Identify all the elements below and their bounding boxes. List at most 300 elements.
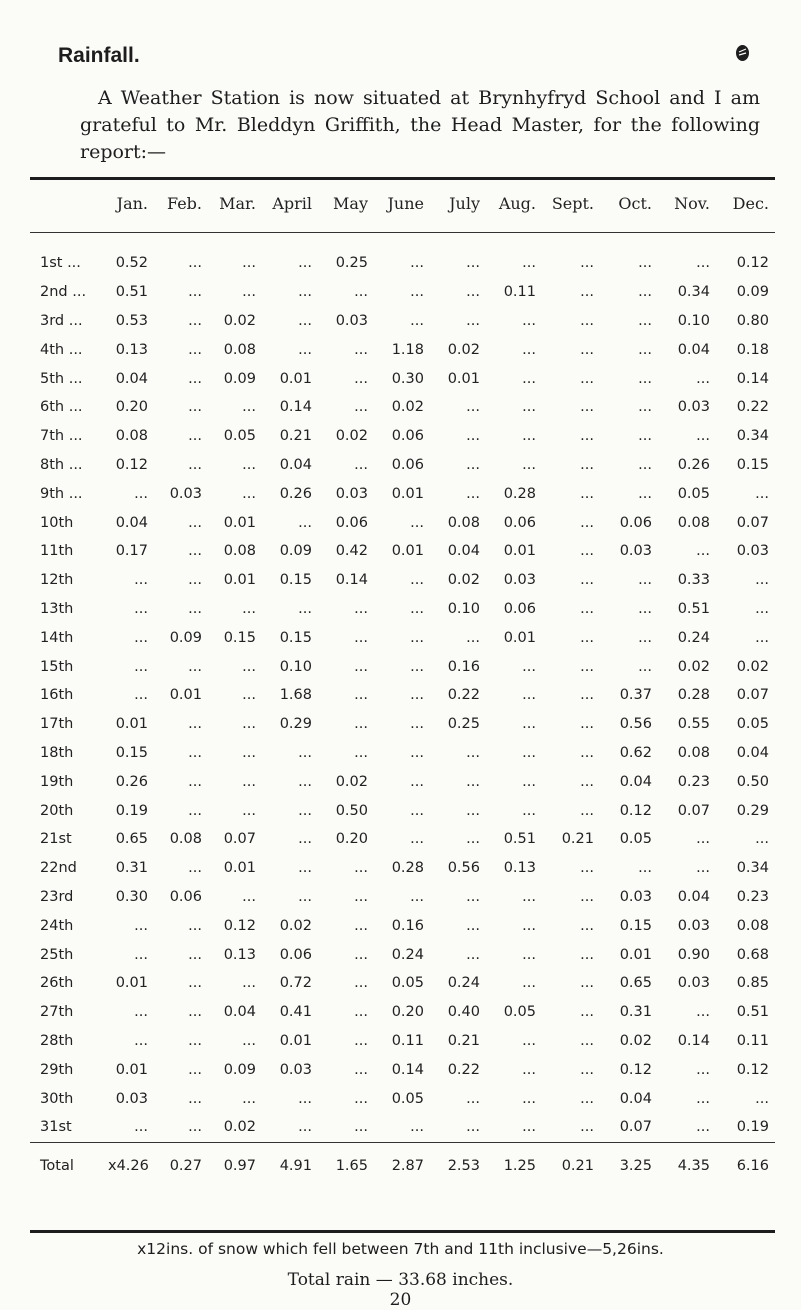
rainfall-value: ... [242, 716, 256, 733]
rainfall-value: ... [522, 802, 536, 819]
rainfall-value: ... [188, 370, 202, 387]
rainfall-value: 0.30 [391, 370, 424, 387]
rainfall-value: ... [466, 485, 480, 502]
rainfall-value: 0.14 [736, 370, 769, 387]
rainfall-value: ... [188, 744, 202, 761]
rainfall-value: ... [522, 744, 536, 761]
rainfall-value: 0.01 [279, 1032, 312, 1049]
rainfall-value: ... [638, 341, 652, 358]
rainfall-value: ... [638, 629, 652, 646]
day-label: 13th [40, 600, 74, 617]
rainfall-value: ... [638, 456, 652, 473]
rainfall-value: 0.28 [391, 860, 424, 877]
rainfall-value: ... [466, 255, 480, 272]
rainfall-value: ... [580, 1061, 594, 1078]
rainfall-value: ... [580, 687, 594, 704]
rainfall-value: 0.01 [169, 687, 202, 704]
rainfall-value: ... [188, 1119, 202, 1136]
rainfall-value: 0.80 [736, 312, 769, 329]
rainfall-value: ... [354, 860, 368, 877]
rainfall-value: 0.01 [115, 716, 148, 733]
rainfall-value: 0.01 [223, 572, 256, 589]
rainfall-value: 0.29 [736, 802, 769, 819]
rainfall-value: ... [466, 399, 480, 416]
rainfall-value: ... [696, 1004, 710, 1021]
rainfall-value: ... [242, 658, 256, 675]
rainfall-value: ... [298, 773, 312, 790]
rainfall-value: ... [580, 255, 594, 272]
rainfall-value: ... [242, 773, 256, 790]
month-header: Mar. [208, 194, 262, 233]
rainfall-value: ... [466, 456, 480, 473]
rainfall-value: 0.19 [736, 1119, 769, 1136]
rainfall-value: 0.01 [447, 370, 480, 387]
rainfall-value: 0.04 [619, 1090, 652, 1107]
rainfall-value: ... [188, 572, 202, 589]
rainfall-value: ... [696, 860, 710, 877]
rainfall-value: 0.04 [115, 514, 148, 531]
rainfall-value: 0.15 [736, 456, 769, 473]
rainfall-value: 0.26 [115, 773, 148, 790]
rainfall-value: ... [298, 802, 312, 819]
total-value: 3.25 [600, 1142, 658, 1183]
rainfall-value: ... [638, 600, 652, 617]
total-value: 0.21 [542, 1142, 600, 1183]
rainfall-value: ... [580, 946, 594, 963]
rainfall-value: ... [188, 773, 202, 790]
rainfall-value: ... [134, 946, 148, 963]
table-row [30, 767, 775, 796]
day-label: 16th [40, 687, 74, 704]
rainfall-value: ... [354, 1032, 368, 1049]
rainfall-value: 0.04 [223, 1004, 256, 1021]
rainfall-value: ... [696, 831, 710, 848]
rainfall-value: 0.03 [335, 312, 368, 329]
rainfall-value: 0.23 [736, 888, 769, 905]
table-row [30, 854, 775, 883]
rainfall-value: ... [242, 284, 256, 301]
rainfall-value: ... [188, 1004, 202, 1021]
rainfall-value: 0.12 [736, 255, 769, 272]
rainfall-value: 0.56 [619, 716, 652, 733]
rainfall-value: 0.07 [677, 802, 710, 819]
rainfall-value: ... [580, 744, 594, 761]
month-header: Aug. [486, 194, 542, 233]
rainfall-value: 0.10 [279, 658, 312, 675]
rainfall-value: 0.34 [677, 284, 710, 301]
rainfall-value: ... [298, 744, 312, 761]
rainfall-value: ... [410, 658, 424, 675]
rainfall-value: 0.05 [391, 1090, 424, 1107]
rainfall-value: ... [522, 255, 536, 272]
page-heading: Rainfall. [58, 44, 140, 67]
rainfall-value: ... [522, 456, 536, 473]
rainfall-value: 0.26 [677, 456, 710, 473]
rainfall-value: ... [188, 514, 202, 531]
rainfall-value: 0.05 [677, 485, 710, 502]
rainfall-value: 0.03 [619, 543, 652, 560]
rainfall-value: ... [188, 716, 202, 733]
rainfall-value: 0.02 [677, 658, 710, 675]
day-label: 25th [40, 946, 74, 963]
total-row [30, 1142, 775, 1183]
daily-rows [30, 233, 775, 1183]
rainfall-value: 0.08 [223, 543, 256, 560]
rainfall-value: ... [298, 1119, 312, 1136]
rainfall-value: ... [354, 1090, 368, 1107]
day-label: 20th [40, 802, 74, 819]
rainfall-value: ... [638, 658, 652, 675]
rainfall-value: ... [410, 773, 424, 790]
rainfall-value: ... [188, 312, 202, 329]
rainfall-value: 0.40 [447, 1004, 480, 1021]
rainfall-value: ... [134, 600, 148, 617]
rainfall-value: ... [188, 543, 202, 560]
rainfall-value: 0.14 [391, 1061, 424, 1078]
rainfall-value: 0.06 [279, 946, 312, 963]
rainfall-value: 0.08 [447, 514, 480, 531]
rainfall-value: 0.21 [279, 428, 312, 445]
rainfall-value: 0.09 [223, 1061, 256, 1078]
rainfall-value: ... [410, 716, 424, 733]
rainfall-value: ... [134, 687, 148, 704]
day-label: 7th ... [40, 428, 83, 445]
rainfall-value: ... [638, 284, 652, 301]
rainfall-value: ... [580, 543, 594, 560]
rainfall-value: 0.09 [223, 370, 256, 387]
rainfall-value: ... [580, 456, 594, 473]
rainfall-value: ... [410, 514, 424, 531]
rainfall-value: ... [522, 658, 536, 675]
month-header: June [374, 194, 430, 233]
rainfall-value: ... [580, 802, 594, 819]
rainfall-value: ... [696, 370, 710, 387]
rainfall-value: 0.11 [391, 1032, 424, 1049]
rainfall-value: 0.37 [619, 687, 652, 704]
rainfall-value: ... [188, 658, 202, 675]
rainfall-value: 0.72 [279, 975, 312, 992]
rainfall-value: ... [188, 860, 202, 877]
rainfall-value: 0.10 [447, 600, 480, 617]
table-row [30, 364, 775, 393]
rainfall-value: ... [242, 399, 256, 416]
day-label: 22nd [40, 860, 77, 877]
rainfall-value: ... [522, 888, 536, 905]
rainfall-value: 0.05 [391, 975, 424, 992]
rainfall-value: ... [242, 888, 256, 905]
rainfall-value: ... [522, 1090, 536, 1107]
rainfall-value: ... [298, 284, 312, 301]
rainfall-value: 0.53 [115, 312, 148, 329]
rainfall-value: 0.05 [736, 716, 769, 733]
table-row [30, 969, 775, 998]
table-row [30, 825, 775, 854]
day-label: 27th [40, 1004, 74, 1021]
rainfall-value: ... [354, 975, 368, 992]
rainfall-value: ... [242, 802, 256, 819]
day-label: 28th [40, 1032, 74, 1049]
table-top-rule [30, 177, 775, 180]
rainfall-value: 0.06 [391, 428, 424, 445]
rainfall-value: ... [188, 1090, 202, 1107]
day-label: 18th [40, 744, 74, 761]
rainfall-value: ... [638, 255, 652, 272]
rainfall-value: ... [522, 370, 536, 387]
month-header: Jan. [108, 194, 154, 233]
day-label: 9th ... [40, 485, 83, 502]
rainfall-value: 0.03 [279, 1061, 312, 1078]
rainfall-value: ... [298, 1090, 312, 1107]
rainfall-value: ... [134, 658, 148, 675]
rainfall-value: 0.04 [115, 370, 148, 387]
month-header: May [318, 194, 374, 233]
rainfall-value: 0.09 [169, 629, 202, 646]
rainfall-value: 0.51 [503, 831, 536, 848]
month-header: April [262, 194, 318, 233]
day-label: 24th [40, 917, 74, 934]
month-header: July [430, 194, 486, 233]
day-label: 31st [40, 1119, 72, 1136]
rainfall-value: 0.50 [335, 802, 368, 819]
total-value: 6.16 [716, 1142, 775, 1183]
rainfall-value: 0.01 [279, 370, 312, 387]
rainfall-value: ... [580, 399, 594, 416]
month-header: Nov. [658, 194, 716, 233]
rainfall-value: ... [298, 860, 312, 877]
table-row [30, 335, 775, 364]
rainfall-value: ... [466, 1119, 480, 1136]
rainfall-value: 0.02 [335, 773, 368, 790]
rainfall-value: ... [580, 716, 594, 733]
rainfall-value: ... [522, 1061, 536, 1078]
rainfall-value: 0.08 [223, 341, 256, 358]
table-row [30, 233, 775, 278]
rainfall-value: 0.24 [447, 975, 480, 992]
rainfall-value: 0.03 [677, 917, 710, 934]
rainfall-value: ... [466, 802, 480, 819]
total-value: x4.26 [108, 1142, 154, 1183]
day-label: 5th ... [40, 370, 83, 387]
rainfall-value: ... [580, 312, 594, 329]
rainfall-value: ... [580, 370, 594, 387]
rainfall-value: 0.31 [115, 860, 148, 877]
rainfall-value: 0.01 [503, 629, 536, 646]
rainfall-value: 0.02 [447, 572, 480, 589]
rainfall-value: ... [354, 744, 368, 761]
rainfall-value: ... [522, 1032, 536, 1049]
snow-note: x12ins. of snow which fell between 7th and 11th inclusive—5,26ins. [137, 1240, 664, 1258]
month-header: Feb. [154, 194, 208, 233]
rainfall-value: 0.62 [619, 744, 652, 761]
rainfall-value: 0.11 [503, 284, 536, 301]
table-row [30, 307, 775, 336]
day-label: 6th ... [40, 399, 83, 416]
table-row [30, 681, 775, 710]
total-value: 4.91 [262, 1142, 318, 1183]
rainfall-value: 0.02 [279, 917, 312, 934]
month-header: Dec. [716, 194, 775, 233]
rainfall-value: ... [298, 888, 312, 905]
rainfall-value: ... [755, 485, 769, 502]
rainfall-value: 0.34 [736, 860, 769, 877]
day-label: 2nd ... [40, 284, 87, 301]
table-row [30, 479, 775, 508]
rainfall-value: 0.65 [619, 975, 652, 992]
rainfall-value: ... [466, 1090, 480, 1107]
rainfall-value: 0.21 [447, 1032, 480, 1049]
month-header-row [30, 194, 775, 233]
rainfall-value: 0.15 [279, 572, 312, 589]
rainfall-value: 0.22 [447, 1061, 480, 1078]
total-rain-line: Total rain — 33.68 inches. [287, 1270, 514, 1290]
rainfall-value: 0.65 [115, 831, 148, 848]
day-label: 21st [40, 831, 72, 848]
table-bottom-rule [30, 1230, 775, 1233]
rainfall-value: ... [696, 1061, 710, 1078]
rainfall-value: ... [580, 1119, 594, 1136]
rainfall-value: ... [696, 255, 710, 272]
rainfall-value: 0.33 [677, 572, 710, 589]
rainfall-value: ... [522, 399, 536, 416]
rainfall-value: 0.02 [223, 1119, 256, 1136]
table-row [30, 451, 775, 480]
rainfall-value: 0.07 [736, 687, 769, 704]
rainfall-value: ... [298, 255, 312, 272]
rainfall-value: ... [188, 456, 202, 473]
rainfall-value: 0.16 [391, 917, 424, 934]
rainfall-value: ... [188, 255, 202, 272]
rainfall-value: 0.08 [677, 744, 710, 761]
rainfall-value: ... [134, 1004, 148, 1021]
rainfall-value: ... [188, 802, 202, 819]
month-header: Sept. [542, 194, 600, 233]
rainfall-value: 0.04 [677, 888, 710, 905]
day-label: 1st ... [40, 255, 81, 272]
day-label: 30th [40, 1090, 74, 1107]
rainfall-value: ... [522, 946, 536, 963]
rainfall-value: ... [134, 917, 148, 934]
rainfall-value: 0.10 [677, 312, 710, 329]
rainfall-value: 0.20 [115, 399, 148, 416]
rainfall-value: 0.02 [736, 658, 769, 675]
rainfall-value: 0.26 [279, 485, 312, 502]
rainfall-value: 0.03 [677, 399, 710, 416]
rainfall-value: 0.22 [447, 687, 480, 704]
rainfall-value: 0.15 [619, 917, 652, 934]
table-row [30, 537, 775, 566]
rainfall-value: ... [298, 341, 312, 358]
rainfall-value: 0.13 [115, 341, 148, 358]
rainfall-value: 0.34 [736, 428, 769, 445]
rainfall-value: ... [466, 744, 480, 761]
rainfall-value: 0.06 [503, 600, 536, 617]
rainfall-value: ... [410, 888, 424, 905]
table-row [30, 278, 775, 307]
rainfall-value: ... [354, 456, 368, 473]
rainfall-value: ... [580, 629, 594, 646]
rainfall-value: 0.51 [115, 284, 148, 301]
table-row [30, 940, 775, 969]
day-label: 10th [40, 514, 74, 531]
rainfall-value: 0.22 [736, 399, 769, 416]
rainfall-value: 0.04 [279, 456, 312, 473]
rainfall-value: ... [580, 485, 594, 502]
day-label: 3rd ... [40, 312, 83, 329]
rainfall-value: 0.07 [736, 514, 769, 531]
rainfall-value: ... [410, 312, 424, 329]
total-value: 0.97 [208, 1142, 262, 1183]
rainfall-value: 0.24 [391, 946, 424, 963]
rainfall-value: 0.51 [677, 600, 710, 617]
ink-blot-mark [735, 43, 750, 62]
rainfall-value: 0.20 [391, 1004, 424, 1021]
rainfall-value: ... [638, 399, 652, 416]
rainfall-value: ... [354, 1119, 368, 1136]
rainfall-value: ... [580, 600, 594, 617]
rainfall-value: 0.31 [619, 1004, 652, 1021]
rainfall-value: 0.41 [279, 1004, 312, 1021]
rainfall-value: ... [354, 600, 368, 617]
rainfall-value: ... [298, 514, 312, 531]
rainfall-value: ... [466, 284, 480, 301]
rainfall-value: 1.68 [279, 687, 312, 704]
total-value: 4.35 [658, 1142, 716, 1183]
table-row [30, 508, 775, 537]
rainfall-value: ... [410, 744, 424, 761]
rainfall-value: ... [638, 860, 652, 877]
rainfall-value: ... [466, 773, 480, 790]
rainfall-value: 0.90 [677, 946, 710, 963]
rainfall-value: ... [580, 514, 594, 531]
day-label: 29th [40, 1061, 74, 1078]
day-label: 15th [40, 658, 74, 675]
rainfall-value: ... [580, 1004, 594, 1021]
rainfall-value: 0.09 [736, 284, 769, 301]
rainfall-value: 0.52 [115, 255, 148, 272]
table-row [30, 652, 775, 681]
rainfall-value: ... [410, 831, 424, 848]
rainfall-value: 0.02 [223, 312, 256, 329]
rainfall-value: 0.01 [619, 946, 652, 963]
rainfall-value: ... [522, 312, 536, 329]
rainfall-value: ... [696, 543, 710, 560]
rainfall-value: ... [638, 370, 652, 387]
rainfall-value: 0.51 [736, 1004, 769, 1021]
rainfall-value: 0.20 [335, 831, 368, 848]
rainfall-value: ... [188, 399, 202, 416]
day-label: 4th ... [40, 341, 83, 358]
rainfall-value: ... [522, 341, 536, 358]
rainfall-value: ... [410, 284, 424, 301]
rainfall-value: ... [188, 1061, 202, 1078]
rainfall-value: 0.01 [115, 975, 148, 992]
rainfall-value: ... [134, 485, 148, 502]
total-value: 1.25 [486, 1142, 542, 1183]
rainfall-value: 0.85 [736, 975, 769, 992]
rainfall-value: 0.03 [503, 572, 536, 589]
rainfall-value: 0.12 [223, 917, 256, 934]
rainfall-value: 0.01 [223, 860, 256, 877]
rainfall-value: 0.42 [335, 543, 368, 560]
rainfall-value: 0.15 [115, 744, 148, 761]
rainfall-value: 0.56 [447, 860, 480, 877]
day-label: 11th [40, 543, 74, 560]
rainfall-value: ... [410, 802, 424, 819]
rainfall-value: 0.04 [447, 543, 480, 560]
rainfall-value: 0.17 [115, 543, 148, 560]
rainfall-value: 0.13 [503, 860, 536, 877]
table-row [30, 595, 775, 624]
